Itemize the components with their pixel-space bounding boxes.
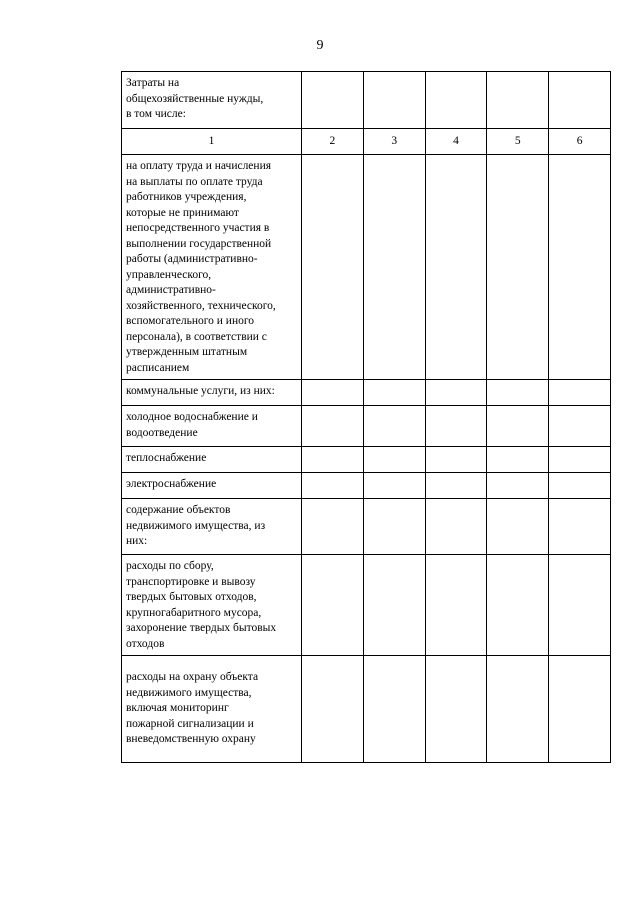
table-cell — [302, 473, 364, 499]
table-cell — [549, 656, 611, 763]
table-cell — [363, 380, 425, 406]
row-label-overhead-costs: Затраты на общехозяйственные нужды, в том числе: — [122, 72, 302, 129]
table-cell — [302, 656, 364, 763]
row-label: теплоснабжение — [122, 447, 302, 473]
table-cell — [549, 499, 611, 555]
column-number: 2 — [302, 129, 364, 155]
table-cell — [425, 555, 487, 656]
table-cell — [302, 380, 364, 406]
column-number: 5 — [487, 129, 549, 155]
table-row — [122, 155, 611, 380]
row-label: расходы по сбору, транспортировке и вывозу твердых бытовых отходов, крупногабаритного мусора, захоронение твердых бытовых отходов — [122, 555, 302, 656]
column-number: 6 — [549, 129, 611, 155]
table-cell — [363, 406, 425, 447]
table-cell — [425, 72, 487, 129]
table-cell — [549, 72, 611, 129]
column-numbers-row — [122, 129, 611, 155]
table-cell — [363, 72, 425, 129]
table-cell — [363, 447, 425, 473]
table-cell — [425, 473, 487, 499]
table-row — [122, 447, 611, 473]
table-cell — [302, 499, 364, 555]
table-row — [122, 555, 611, 656]
table-cell — [487, 380, 549, 406]
table-cell — [363, 155, 425, 380]
table-cell — [302, 555, 364, 656]
column-number: 3 — [363, 129, 425, 155]
table-cell — [487, 656, 549, 763]
table-cell — [302, 155, 364, 380]
table-cell — [363, 473, 425, 499]
table-cell — [487, 155, 549, 380]
table-row — [122, 473, 611, 499]
table-cell — [302, 72, 364, 129]
table-row — [122, 380, 611, 406]
table-cell — [487, 555, 549, 656]
row-label: холодное водоснабжение и водоотведение — [122, 406, 302, 447]
table-cell — [487, 406, 549, 447]
table-cell — [425, 447, 487, 473]
table-cell — [549, 473, 611, 499]
table-cell — [363, 499, 425, 555]
table-cell — [549, 447, 611, 473]
table-row — [122, 656, 611, 763]
row-label: содержание объектов недвижимого имущества, из них: — [122, 499, 302, 555]
table-cell — [302, 406, 364, 447]
table-cell — [549, 155, 611, 380]
column-number: 1 — [122, 129, 302, 155]
table-cell — [549, 380, 611, 406]
expenses-table — [121, 71, 611, 763]
table-row — [122, 406, 611, 447]
table-cell — [487, 473, 549, 499]
table-cell — [487, 447, 549, 473]
table-cell — [363, 555, 425, 656]
table-cell — [425, 380, 487, 406]
table-row — [122, 499, 611, 555]
table-cell — [425, 499, 487, 555]
table-cell — [425, 406, 487, 447]
table-cell — [425, 155, 487, 380]
table-cell — [549, 406, 611, 447]
table-cell — [425, 656, 487, 763]
table-cell — [487, 499, 549, 555]
table-row — [122, 72, 611, 129]
page-number: 9 — [316, 38, 324, 53]
table-cell — [363, 656, 425, 763]
row-label: коммунальные услуги, из них: — [122, 380, 302, 406]
row-label: электроснабжение — [122, 473, 302, 499]
column-number: 4 — [425, 129, 487, 155]
table-cell — [549, 555, 611, 656]
table-cell — [487, 72, 549, 129]
table-cell — [302, 447, 364, 473]
row-label: расходы на охрану объекта недвижимого имущества, включая мониторинг пожарной сигнализации и вневедомственную охрану — [122, 656, 302, 763]
row-label: на оплату труда и начисления на выплаты по оплате труда работников учреждения, которые не принимают непосредственного участия в выполнении государственной работы (административно- управленческого, административно- хозяйственного, технического, вспомогательного и иного персонала), в соответствии с утвержденным штатным расписанием — [122, 155, 302, 380]
